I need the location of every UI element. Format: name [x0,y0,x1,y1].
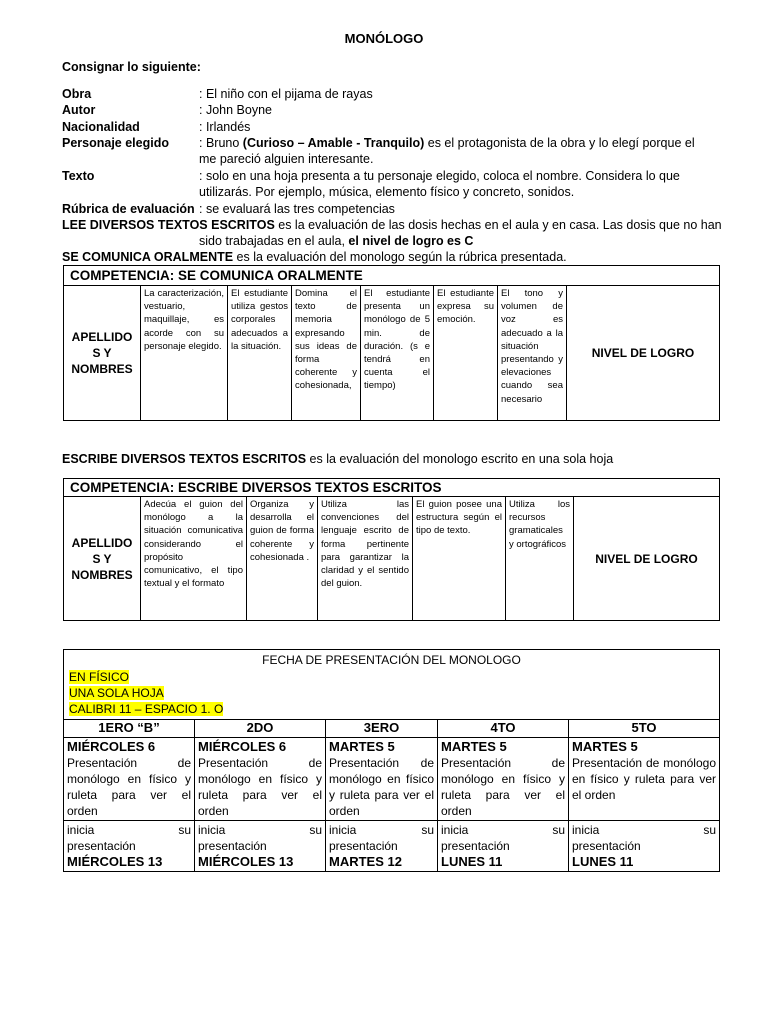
personaje-value [199,135,709,167]
start-word: presentación [198,839,267,853]
schedule-title: FECHA DE PRESENTACIÓN DEL MONOLOGO [262,653,521,667]
note-en-fisico: EN FÍSICO [69,670,130,684]
start-day: MARTES 12 [329,854,402,869]
obra-label: Obra [62,87,92,101]
oral-text: es la evaluación del monologo según la rúbrica presentada. [233,250,567,264]
lee-bold: LEE DIVERSOS TEXTOS ESCRITOS [62,218,275,232]
criterion-cell: El estudiante presenta un monólogo de 5 min. de duración. (s e tendrá en cuenta el tiempo) [361,286,434,421]
obra-value: : El niño con el pijama de rayas [199,87,373,101]
schedule-cell-1ero [64,738,195,821]
escribe-paragraph [62,451,722,467]
escribe-text: es la evaluación del monologo escrito en una sola hoja [306,452,614,466]
start-word: inicia [198,823,226,837]
texto-value: : solo en una hoja presenta a tu personaje elegido, coloca el nombre. Considera lo que utilizarás. Por ejemplo, música, elemento físico y concreto, sonidos. [199,169,680,199]
table-escribe-textos [63,478,720,621]
criterion-cell: El estudiante expresa su emoción. [434,286,498,421]
start-day: LUNES 11 [572,854,634,869]
start-word: inicia [572,823,600,837]
criterion-cell: La caracterización, vestuario, maquillaje, es acorde con su personaje elegido. [141,286,228,421]
criterion-cell: El guion posee una estructura según el tipo de texto. [413,497,506,621]
criterion-cell: Adecúa el guion del monólogo a la situación comunicativa considerando el propósito comunicativo, el tipo textual y el formato [141,497,247,621]
start-line [198,822,322,838]
presentation-day: MARTES 5 [329,739,395,754]
nacionalidad-value: : Irlandés [199,120,251,134]
start-word: su [309,823,322,837]
lee-line2-bold: el nivel de logro es C [348,234,474,248]
personaje-post: es el protagonista de la obra y lo elegí porque el me pareció alguien interesante. [199,136,695,166]
row-head-line3: NOMBRES [71,362,133,376]
start-cell-5to [569,821,720,872]
start-word: su [421,823,434,837]
presentation-desc: Presentación de monólogo en físico y ruleta para ver el orden [67,756,191,818]
start-cell-2do [195,821,326,872]
row-head-apellidos [64,497,141,621]
lee-line2-text: sido trabajadas en el aula, [199,234,349,248]
start-line [572,822,716,838]
start-word: inicia [329,823,357,837]
competencia-oral-title: COMPETENCIA: SE COMUNICA ORALMENTE [64,266,720,286]
start-line [67,822,191,838]
presentation-day: MIÉRCOLES 6 [67,739,156,754]
grade-header: 3ERO [326,720,438,738]
start-word: su [552,823,565,837]
criterion-cell: El tono y volumen de voz es adecuado a la situación presentando y elevaciones cuando sea necesario [498,286,567,421]
schedule-cell-5to [569,738,720,821]
intro-text: Consignar lo siguiente: [62,60,201,74]
presentation-day: MARTES 5 [572,739,638,754]
row-head-apellidos [64,286,141,421]
start-cell-4to [438,821,569,872]
start-word: su [178,823,191,837]
note-calibri: CALIBRI 11 – ESPACIO 1. O [69,702,224,716]
schedule-cell-2do [195,738,326,821]
presentation-desc: Presentación de monólogo en físico y ruleta para ver el orden [441,756,565,818]
personaje-label: Personaje elegido [62,136,169,150]
criterion-cell: Utiliza los recursos gramaticales y ortográficos [506,497,574,621]
nivel-logro-header: NIVEL DE LOGRO [574,497,720,621]
presentation-day: MIÉRCOLES 6 [198,739,287,754]
autor-label: Autor [62,103,96,117]
table-comunica-oralmente [63,265,720,421]
schedule-cell-3ero [326,738,438,821]
start-word: inicia [441,823,469,837]
presentation-desc: Presentación de monólogo en físico y ruleta para ver el orden [329,756,434,818]
start-word: presentación [67,839,136,853]
escribe-bold: ESCRIBE DIVERSOS TEXTOS ESCRITOS [62,452,307,466]
row-head-line1: APELLIDO [71,535,133,550]
presentation-day: MARTES 5 [441,739,507,754]
rubrica-value: : se evaluará las tres competencias [199,202,395,216]
start-word: inicia [67,823,95,837]
oral-bold: SE COMUNICA ORALMENTE [62,250,234,264]
criterion-cell: Utiliza las convenciones del lenguaje escrito de forma pertinente para garantizar la claridad y el sentido del guion. [318,497,413,621]
oral-paragraph [62,249,722,265]
row-head-line3: NOMBRES [71,567,133,582]
presentation-desc: Presentación de monólogo en físico y ruleta para ver el orden [198,756,322,818]
note-una-sola-hoja: UNA SOLA HOJA [69,686,164,700]
lee-text: es la evaluación de las dosis hechas en el aula y en casa. Las dosis que no han [274,218,722,232]
row-head-line2: S Y [92,551,112,566]
start-day: MIÉRCOLES 13 [67,854,163,869]
competencia-escribe-title: COMPETENCIA: ESCRIBE DIVERSOS TEXTOS ESCRITOS [64,479,720,497]
start-day: LUNES 11 [441,854,503,869]
criterion-cell: Organiza y desarrolla el guion de forma coherente y cohesionada . [247,497,318,621]
grade-header: 5TO [569,720,720,738]
texto-label: Texto [62,169,95,183]
lee-line2 [199,233,473,249]
grade-header: 1ERO “B” [64,720,195,738]
start-word: presentación [329,839,398,853]
schedule-notes [69,669,714,717]
start-word: presentación [441,839,510,853]
personaje-traits: (Curioso – Amable - Tranquilo) [242,136,425,150]
page-title: MONÓLOGO [344,31,424,46]
personaje-pre: : Bruno [199,136,243,150]
rubrica-label: Rúbrica de evaluación [62,202,195,216]
start-word: su [703,823,716,837]
criterion-cell: Domina el texto de memoria expresando sus ideas de forma coherente y cohesionada, [292,286,361,421]
schedule-cell-4to [438,738,569,821]
autor-value: : John Boyne [199,103,272,117]
presentation-desc: Presentación de monólogo en físico y ruleta para ver el orden [572,756,716,802]
nacionalidad-label: Nacionalidad [62,120,140,134]
start-line [441,822,565,838]
criterion-cell: El estudiante utiliza gestos corporales adecuados a la situación. [228,286,292,421]
start-cell-1ero [64,821,195,872]
start-line [329,822,434,838]
row-head-line2: S Y [92,346,112,360]
schedule-header-cell [64,650,720,720]
lee-paragraph [62,217,722,233]
schedule-table [63,649,720,872]
grade-header: 4TO [438,720,569,738]
nivel-logro-header: NIVEL DE LOGRO [567,286,720,421]
start-word: presentación [572,839,641,853]
row-head-line1: APELLIDO [71,330,133,344]
grade-header: 2DO [195,720,326,738]
start-day: MIÉRCOLES 13 [198,854,294,869]
start-cell-3ero [326,821,438,872]
